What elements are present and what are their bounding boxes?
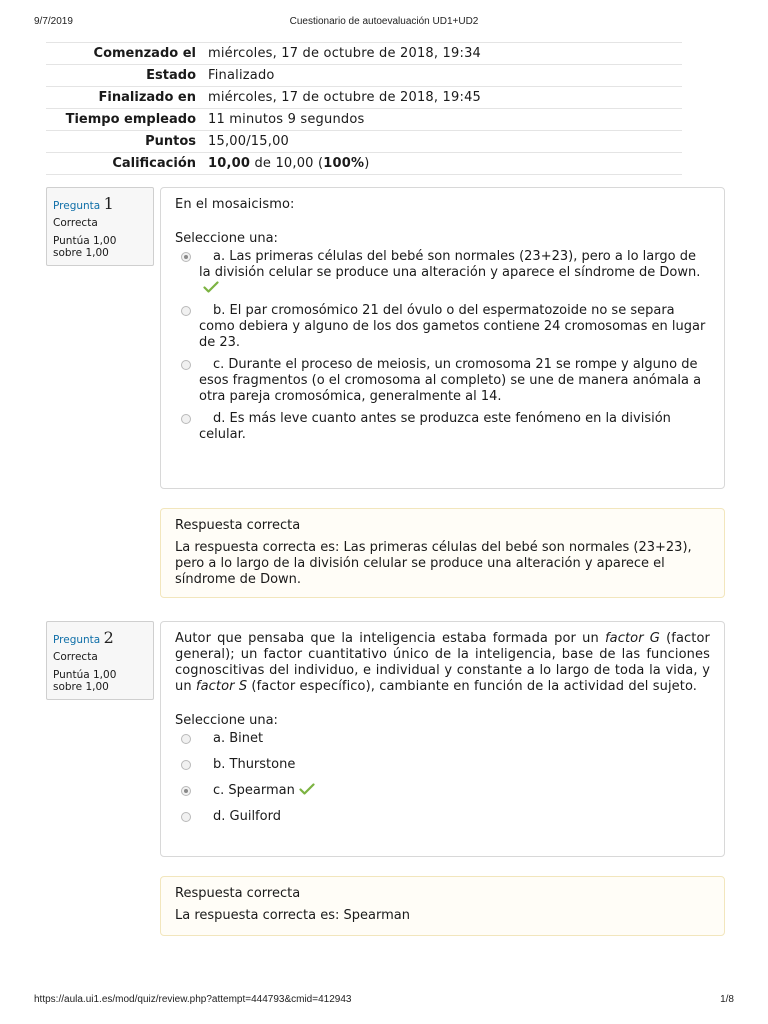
page-number: 1/8 (720, 994, 734, 1005)
summary-row (46, 87, 682, 109)
radio-icon[interactable] (181, 306, 191, 316)
grade-line: sobre 1,00 (53, 247, 109, 259)
grade-score: 10,00 (208, 156, 251, 171)
question-1-info (46, 187, 154, 266)
summary-label: Comenzado el (93, 46, 196, 61)
question-text-part: Autor que pensaba que la inteligencia estaba formada por un (175, 631, 605, 646)
answer-option-a[interactable] (175, 249, 710, 297)
summary-label: Finalizado en (98, 90, 196, 105)
question-grade (53, 669, 147, 693)
summary-label: Tiempo empleado (65, 112, 196, 127)
attempt-summary-table (46, 42, 682, 175)
feedback-title: Respuesta correcta (175, 886, 301, 901)
question-text-emphasis: factor G (604, 631, 660, 646)
option-text: c. Spearman (213, 783, 295, 798)
feedback-text: La respuesta correcta es: Las primeras células del bebé son normales (23+23), pero a lo largo de la división celular se produce una alteración y aparece el síndrome de Down. (175, 540, 692, 587)
question-state: Correcta (53, 217, 98, 229)
question-2-feedback (160, 876, 725, 936)
grade-line: Puntúa 1,00 (53, 235, 117, 247)
summary-value: miércoles, 17 de octubre de 2018, 19:34 (208, 46, 482, 61)
answer-option-b[interactable] (175, 757, 710, 773)
question-text (175, 631, 710, 695)
answer-options (175, 731, 710, 825)
summary-row (46, 65, 682, 87)
radio-icon[interactable] (181, 734, 191, 744)
option-text: a. Binet (213, 731, 264, 746)
answer-option-a[interactable] (175, 731, 710, 747)
answer-option-d[interactable] (175, 411, 710, 443)
radio-icon[interactable] (181, 760, 191, 770)
question-prefix: Pregunta (53, 200, 101, 212)
print-header (34, 16, 734, 30)
summary-row (46, 43, 682, 65)
question-grade (53, 235, 147, 259)
check-mark-icon (203, 281, 219, 293)
summary-value: 11 minutos 9 segundos (208, 112, 365, 127)
radio-icon[interactable] (181, 252, 191, 262)
summary-row (46, 109, 682, 131)
check-mark-icon (299, 783, 315, 795)
question-text-emphasis: factor S (195, 679, 248, 694)
option-text: d. Es más leve cuanto antes se produzca este fenómeno en la división celular. (199, 411, 671, 442)
question-state: Correcta (53, 651, 98, 663)
summary-value: miércoles, 17 de octubre de 2018, 19:45 (208, 90, 482, 105)
print-title: Cuestionario de autoevaluación UD1+UD2 (289, 16, 479, 27)
question-prefix: Pregunta (53, 634, 101, 646)
summary-row (46, 131, 682, 153)
question-text-part: (factor general); un factor cuantitativo único de la inteligencia, base de las funciones cognoscitivas del individuo, e individual y constante a lo largo de toda la vida, y un (175, 631, 710, 694)
question-number: 1 (103, 194, 114, 213)
grade-percent: 100% (323, 156, 365, 171)
option-text: d. Guilford (213, 809, 281, 824)
radio-icon[interactable] (181, 812, 191, 822)
question-text-part: (factor específico), cambiante en función de la actividad del sujeto. (247, 679, 698, 694)
summary-label: Estado (146, 68, 196, 83)
summary-value: 15,00/15,00 (208, 134, 290, 149)
option-text: a. Las primeras células del bebé son normales (23+23), pero a lo largo de la división celular se produce una alteración y aparece el síndrome de Down. (199, 249, 701, 280)
grade-line: Puntúa 1,00 (53, 669, 117, 681)
option-text: b. Thurstone (213, 757, 296, 772)
feedback-title: Respuesta correcta (175, 518, 301, 533)
summary-row-grade (46, 153, 682, 175)
grade-label: Calificación (112, 156, 196, 171)
print-url: https://aula.ui1.es/mod/quiz/review.php?attempt=444793&cmid=412943 (34, 994, 352, 1005)
radio-icon[interactable] (181, 414, 191, 424)
question-1-formulation (160, 187, 725, 489)
grade-line: sobre 1,00 (53, 681, 109, 693)
answer-option-b[interactable] (175, 303, 710, 351)
radio-icon[interactable] (181, 786, 191, 796)
print-date: 9/7/2019 (34, 16, 73, 27)
feedback-text: La respuesta correcta es: Spearman (175, 908, 410, 923)
grade-close: ) (364, 156, 370, 171)
answer-prompt: Seleccione una: (175, 231, 278, 246)
question-2-info (46, 621, 154, 700)
answer-prompt: Seleccione una: (175, 713, 278, 728)
option-text: c. Durante el proceso de meiosis, un cromosoma 21 se rompe y alguno de esos fragmentos (o el cromosoma al completo) se une de manera anómala a otra pareja cromosómica, generalmente al 14. (199, 357, 702, 404)
answer-options (175, 249, 710, 443)
answer-option-c[interactable] (175, 783, 710, 799)
question-number: 2 (103, 628, 114, 647)
summary-label: Puntos (145, 134, 196, 149)
answer-option-c[interactable] (175, 357, 710, 405)
question-1-feedback (160, 508, 725, 598)
summary-value: Finalizado (208, 68, 275, 83)
grade-value (202, 153, 682, 175)
question-2-formulation (160, 621, 725, 857)
print-footer (34, 994, 734, 1008)
question-text: En el mosaicismo: (175, 197, 295, 212)
grade-of: de 10,00 ( (250, 156, 324, 171)
answer-option-d[interactable] (175, 809, 710, 825)
option-text: b. El par cromosómico 21 del óvulo o del espermatozoide no se separa como debiera y alguno de los dos gametos contiene 24 cromosomas en lugar de 23. (199, 303, 706, 350)
radio-icon[interactable] (181, 360, 191, 370)
